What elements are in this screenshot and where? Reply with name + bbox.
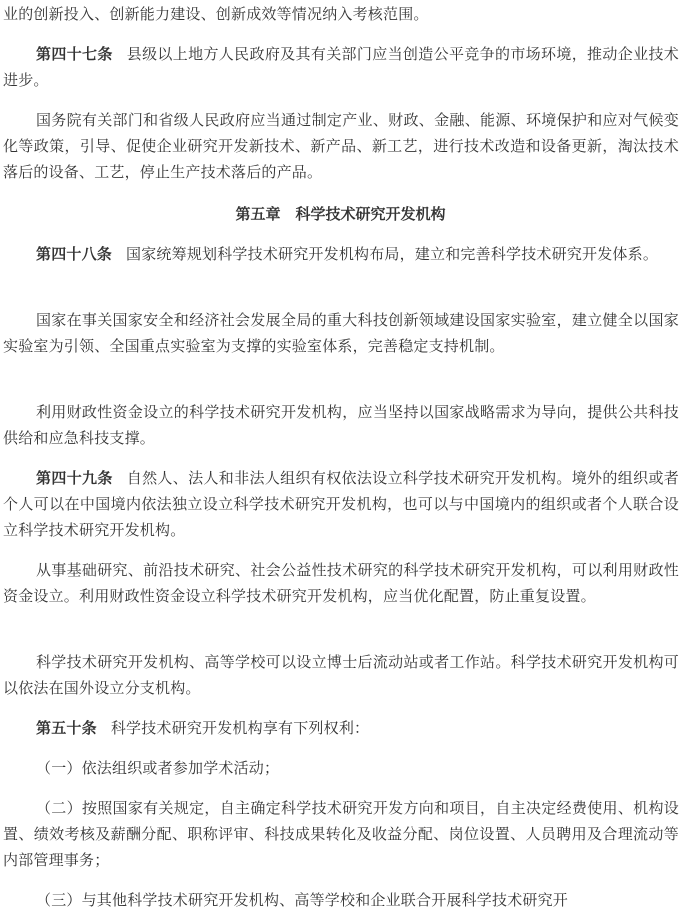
paragraph-text: 科学技术研究开发机构、高等学校可以设立博士后流动站或者工作站。科学技术研究开发机构可以依法在国外设立分支机构。 [3,653,679,697]
article-number: 第五十条 [36,719,97,737]
paragraph-text: 国家在事关国家安全和经济社会发展全局的重大科技创新领域建设国家实验室，建立健全以国家实验室为引领、全国重点实验室为支撑的实验室体系，完善稳定支持机制。 [3,311,679,355]
list-item-text: （二）按照国家有关规定，自主确定科学技术研究开发方向和项目，自主决定经费使用、机构设置、绩效考核及薪酬分配、职称评审、科技成果转化及收益分配、岗位设置、人员聘用及合理流动等内部管理事务； [3,799,679,869]
list-item-text: （一）依法组织或者参加学术活动； [36,759,280,777]
list-item [3,755,679,781]
chapter-heading [0,201,681,227]
paragraph-text: 县级以上地方人民政府及其有关部门应当创造公平竞争的市场环境，推动企业技术进步。 [3,45,679,89]
paragraph-text: 国务院有关部门和省级人民政府应当通过制定产业、财政、金融、能源、环境保护和应对气候变化等政策，引导、促使企业研究开发新技术、新产品、新工艺，进行技术改造和设备更新，淘汰技术落后的设备、工艺，停止生产技术落后的产品。 [3,111,679,181]
article-number: 第四十七条 [36,45,113,63]
list-item-text: （三）与其他科学技术研究开发机构、高等学校和企业联合开展科学技术研究开 [36,891,569,909]
paragraph [3,307,679,359]
paragraph-text: 利用财政性资金设立的科学技术研究开发机构，应当坚持以国家战略需求为导向，提供公共科技供给和应急科技支撑。 [3,403,679,447]
paragraph-text: 自然人、法人和非法人组织有权依法设立科学技术研究开发机构。境外的组织或者个人可以在中国境内依法独立设立科学技术研究开发机构，也可以与中国境内的组织或者个人联合设立科学技术研究开发机构。 [3,469,679,539]
paragraph-text: 科学技术研究开发机构享有下列权利： [110,719,370,737]
article-49-paragraph [3,465,679,543]
list-item [3,887,679,913]
article-47-paragraph [3,41,679,93]
paragraph-continuation [3,1,679,27]
article-number: 第四十九条 [36,469,113,487]
paragraph-text: 国家统筹规划科学技术研究开发机构布局，建立和完善科学技术研究开发体系。 [126,245,659,263]
chapter-title: 第五章 科学技术研究开发机构 [235,205,446,223]
paragraph [3,557,679,609]
paragraph-text: 从事基础研究、前沿技术研究、社会公益性技术研究的科学技术研究开发机构，可以利用财政性资金设立。利用财政性资金设立科学技术研究开发机构，应当优化配置，防止重复设置。 [3,561,679,605]
paragraph [3,649,679,701]
paragraph [3,107,679,185]
article-48-paragraph [3,241,679,267]
paragraph [3,399,679,451]
paragraph-text: 业的创新投入、创新能力建设、创新成效等情况纳入考核范围。 [3,5,429,23]
list-item [3,795,679,873]
article-number: 第四十八条 [36,245,113,263]
article-50-paragraph [3,715,679,741]
